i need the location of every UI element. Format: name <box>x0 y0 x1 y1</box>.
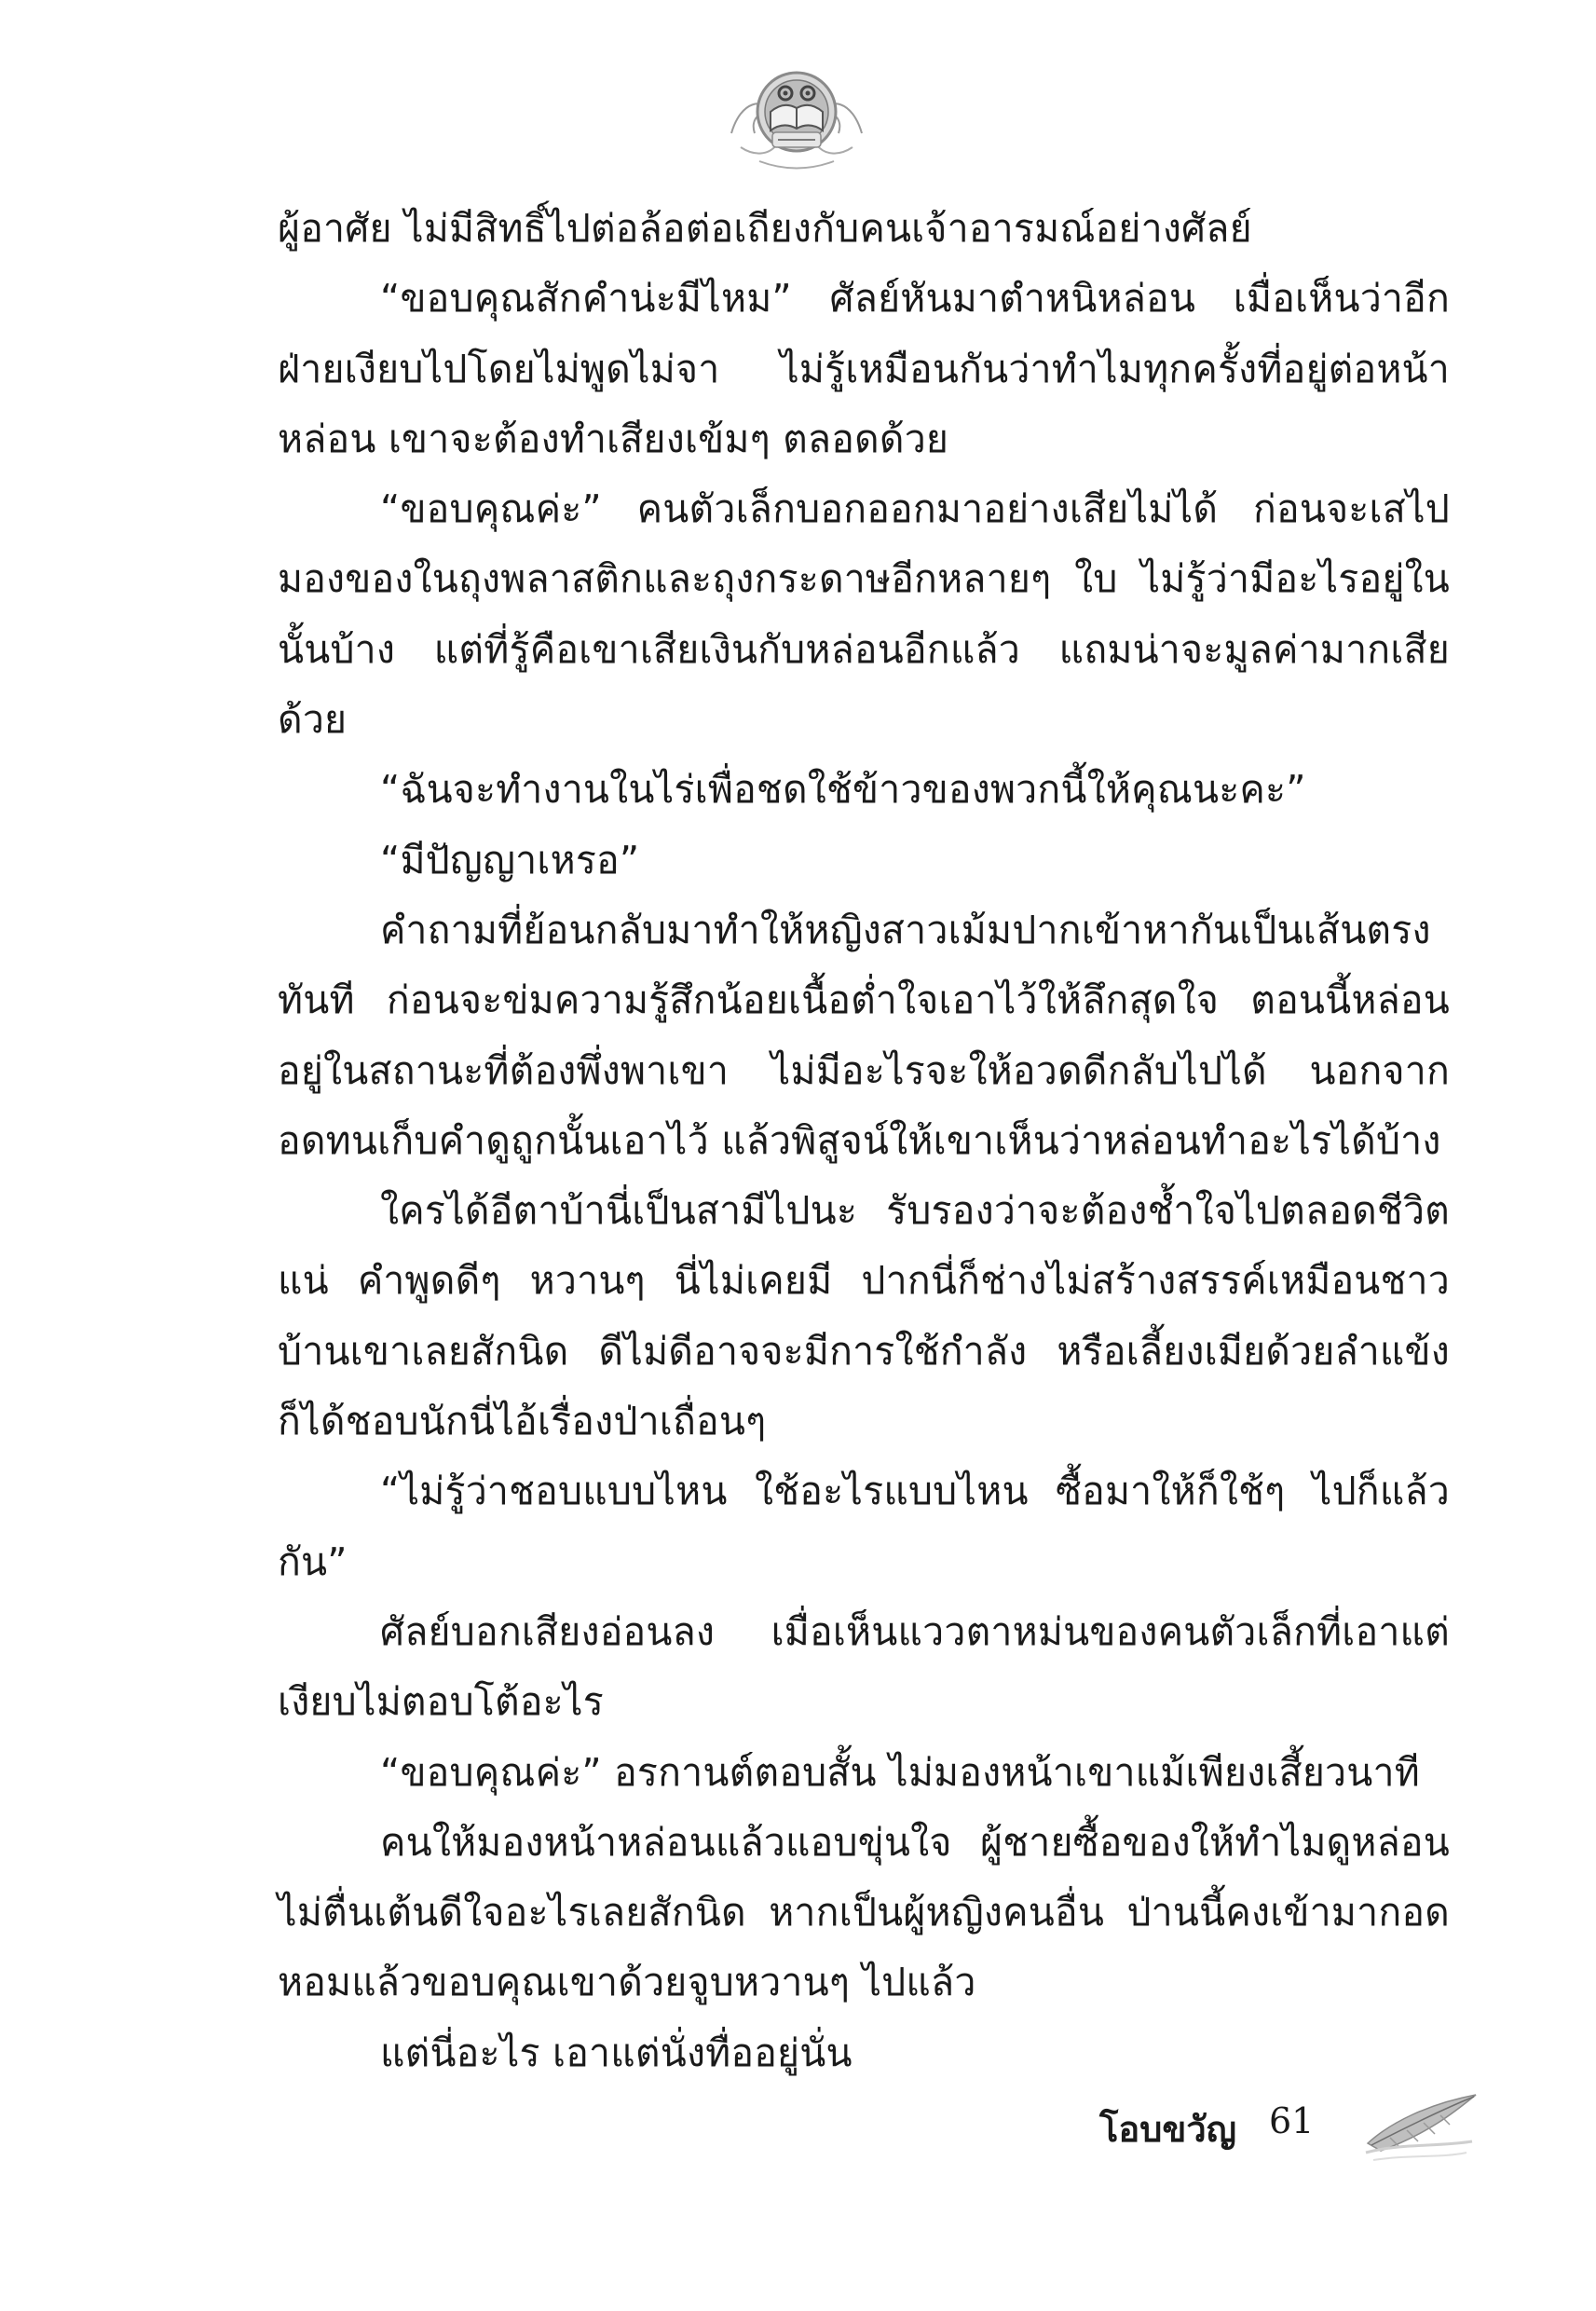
paragraph: ผู้อาศัย ไม่มีสิทธิ์ไปต่อล้อต่อเถียงกับคนเจ้าอารมณ์อย่างศัลย์ <box>278 206 1252 251</box>
page-footer <box>1099 2085 1435 2169</box>
paragraph: “ไม่รู้ว่าชอบแบบไหน ใช้อะไรแบบไหน ซื้อมาให้ก็ใช้ๆ ไปก็แล้วกัน” <box>278 1469 1450 1584</box>
paragraph: แต่นี่อะไร เอาแต่นั่งทื่ออยู่นั่น <box>380 2030 853 2075</box>
page-number: 61 <box>1269 2100 1315 2141</box>
paragraph: “ขอบคุณสักคำน่ะมีไหม” ศัลย์หันมาตำหนิหล่อน เมื่อเห็นว่าอีกฝ่ายเงียบไปโดยไม่พูดไม่จา ไม่รู้เหมือนกันว่าทำไมทุกครั้งที่อยู่ต่อหน้าหล่อน เขาจะต้องทำเสียงเข้มๆ ตลอดด้วย <box>278 276 1450 461</box>
chapter-body <box>278 194 1450 2088</box>
paragraph: “มีปัญญาเหรอ” <box>380 837 640 882</box>
paragraph: คนให้มองหน้าหล่อนแล้วแอบขุ่นใจ ผู้ชายซื้อของให้ทำไมดูหล่อนไม่ตื่นเต้นดีใจอะไรเลยสักนิด หากเป็นผู้หญิงคนอื่น ป่านนี้คงเข้ามากอดหอมแล้วขอบคุณเขาด้วยจูบหวานๆ ไปแล้ว <box>278 1819 1450 2005</box>
feather-ornament-icon <box>1362 2085 1481 2167</box>
paragraph: คำถามที่ย้อนกลับมาทำให้หญิงสาวเม้มปากเข้าหากันเป็นเส้นตรงทันที ก่อนจะข่มความรู้สึกน้อยเนื้อต่ำใจเอาไว้ให้ลึกสุดใจ ตอนนี้หล่อนอยู่ในสถานะที่ต้องพึ่งพาเขา ไม่มีอะไรจะให้อวดดีกลับไปได้ นอกจากอดทนเก็บคำดูถูกนั้นเอาไว้ แล้วพิสูจน์ให้เขาเห็นว่าหล่อนทำอะไรได้บ้าง <box>278 907 1450 1163</box>
paragraph: “ขอบคุณค่ะ” คนตัวเล็กบอกออกมาอย่างเสียไม่ได้ ก่อนจะเสไปมองของในถุงพลาสติกและถุงกระดาษอีกหลายๆ ใบ ไม่รู้ว่ามีอะไรอยู่ในนั้นบ้าง แต่ที่รู้คือเขาเสียเงินกับหล่อนอีกแล้ว แถมน่าจะมูลค่ามากเสียด้วย <box>278 486 1450 743</box>
paragraph: ศัลย์บอกเสียงอ่อนลง เมื่อเห็นแววตาหม่นของคนตัวเล็กที่เอาแต่เงียบไม่ตอบโต้อะไร <box>278 1608 1450 1725</box>
paragraph: “ขอบคุณค่ะ” อรกานต์ตอบสั้น ไม่มองหน้าเขาแม้เพียงเสี้ยวนาที <box>380 1749 1420 1795</box>
book-emblem-icon <box>722 45 871 185</box>
paragraph: ใครได้อีตาบ้านี่เป็นสามีไปนะ รับรองว่าจะต้องช้ำใจไปตลอดชีวิตแน่ คำพูดดีๆ หวานๆ นี่ไม่เคยมี ปากนี่ก็ช่างไม่สร้างสรรค์เหมือนชาวบ้านเขาเลยสักนิด ดีไม่ดีอาจจะมีการใช้กำลัง หรือเลี้ยงเมียด้วยลำแข้งก็ได้ชอบนักนี่ไอ้เรื่องป่าเถื่อนๆ <box>278 1188 1451 1444</box>
paragraph: “ฉันจะทำงานในไร่เพื่อชดใช้ข้าวของพวกนี้ให้คุณนะคะ” <box>380 767 1306 813</box>
book-title: โอบขวัญ <box>1099 2109 1237 2150</box>
